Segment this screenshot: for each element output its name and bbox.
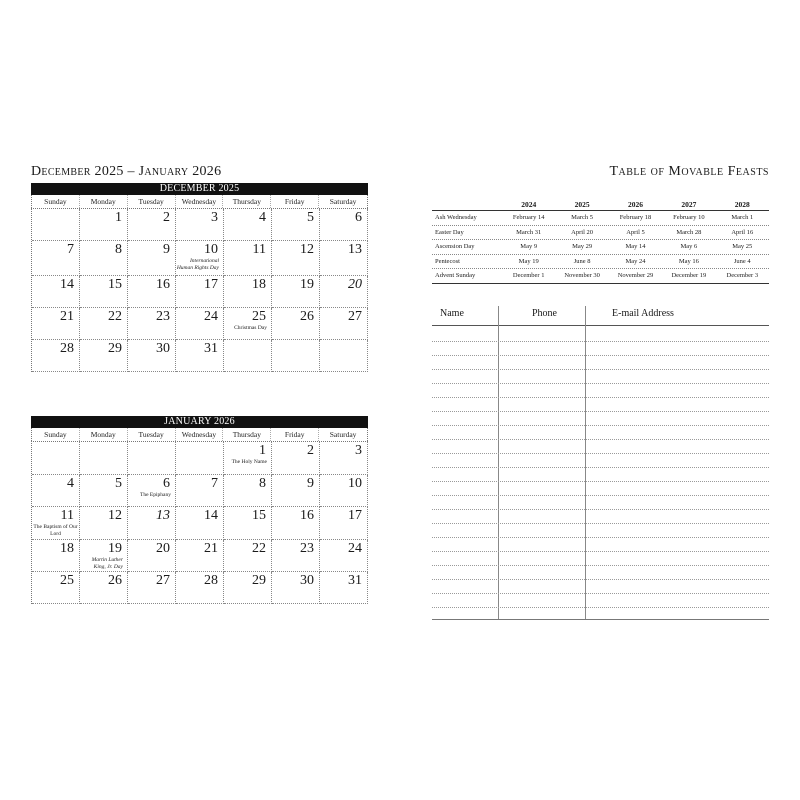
feast-date: February 14 (512, 214, 545, 221)
calendar-day-cell (272, 209, 320, 241)
writing-line (432, 397, 769, 398)
calendar-day-cell (272, 340, 320, 372)
column-divider (498, 306, 499, 620)
calendar-day-cell (32, 475, 80, 507)
day-number: 27 (156, 573, 170, 588)
page-title-left: December 2025 – January 2026 (31, 164, 222, 179)
day-number: 11 (60, 508, 74, 523)
feast-date: May 24 (625, 257, 646, 265)
calendar-day-cell (272, 241, 320, 276)
contacts-header-rule (432, 325, 769, 326)
day-number: 31 (204, 341, 218, 356)
calendar-day-cell (176, 540, 224, 572)
day-number: 23 (156, 309, 170, 324)
calendar-day-cell (32, 442, 80, 475)
day-number: 4 (67, 476, 74, 491)
feast-date: March 5 (571, 214, 594, 221)
feast-date: February 18 (619, 214, 652, 221)
feast-name: Ascension Day (435, 243, 475, 251)
writing-line (432, 369, 769, 370)
feast-date: June 8 (573, 257, 591, 265)
page-title-right: Table of Movable Feasts (609, 164, 769, 179)
feast-name: Ash Wednesday (435, 214, 477, 221)
weekday-label: Saturday (329, 430, 357, 439)
feast-row (432, 240, 769, 255)
day-number: 26 (300, 309, 314, 324)
feast-row (432, 211, 769, 226)
calendar-day-cell (320, 475, 368, 507)
calendar-day-cell (272, 475, 320, 507)
day-number: 1 (115, 210, 122, 225)
day-number: 14 (60, 277, 74, 292)
calendar-day-cell (176, 442, 224, 475)
day-number: 15 (108, 277, 122, 292)
weekday-label: Monday (80, 195, 128, 208)
weekday-label: Friday (271, 428, 319, 441)
day-number: 28 (204, 573, 218, 588)
calendar-day-cell (128, 540, 176, 572)
calendar-day-cell (176, 276, 224, 308)
writing-line (432, 383, 769, 384)
name-column-header: Name (440, 308, 464, 319)
calendar-day-cell (128, 241, 176, 276)
writing-line (432, 565, 769, 566)
calendar-day-cell (176, 209, 224, 241)
calendar-day-cell (320, 340, 368, 372)
calendar-day-cell (176, 507, 224, 540)
day-number: 12 (108, 508, 122, 523)
calendar-day-cell (272, 507, 320, 540)
weekday-label: Saturday (329, 197, 357, 206)
feast-date: April 5 (626, 228, 645, 236)
calendar-day-cell (224, 442, 272, 475)
day-number: 11 (252, 242, 266, 257)
day-number: 5 (307, 210, 314, 225)
day-number: 3 (355, 443, 362, 458)
day-number: 14 (204, 508, 218, 523)
feast-date: December 1 (512, 272, 545, 280)
day-number: 9 (307, 476, 314, 491)
writing-line (432, 607, 769, 608)
weekday-label: Sunday (32, 195, 80, 208)
calendar-day-cell (224, 276, 272, 308)
feast-row (432, 255, 769, 270)
feast-row (432, 226, 769, 241)
calendar-day-cell (272, 308, 320, 340)
day-number: 23 (300, 541, 314, 556)
holiday-note: The Holy Name (231, 459, 267, 465)
calendar-day-cell (176, 308, 224, 340)
feast-date: May 29 (572, 243, 593, 251)
weekday-label: Friday (271, 195, 319, 208)
writing-line (432, 481, 769, 482)
weekday-label: Tuesday (128, 195, 176, 208)
feast-date: May 9 (520, 243, 538, 251)
feast-date: May 16 (678, 257, 699, 265)
day-number: 17 (204, 277, 218, 292)
calendar-day-cell (320, 241, 368, 276)
year-header: 2025 (574, 200, 590, 209)
calendar-day-cell (80, 308, 128, 340)
calendar-day-cell (128, 442, 176, 475)
day-number: 5 (115, 476, 122, 491)
calendar-grid (31, 208, 368, 372)
weekday-header-row (31, 428, 368, 441)
writing-line (432, 579, 769, 580)
feast-date: March 1 (731, 214, 754, 221)
day-number: 30 (156, 341, 170, 356)
calendar-day-cell (32, 241, 80, 276)
calendar-day-cell (128, 572, 176, 604)
calendar-day-cell (32, 308, 80, 340)
day-number: 21 (204, 541, 218, 556)
year-header: 2024 (521, 200, 537, 209)
calendar-day-cell (176, 475, 224, 507)
day-number: 3 (211, 210, 218, 225)
calendar-day-cell (128, 276, 176, 308)
calendar-day-cell (320, 540, 368, 572)
feast-date: December 3 (726, 272, 759, 280)
feast-date: May 6 (680, 243, 698, 251)
day-number: 29 (108, 341, 122, 356)
day-number: 12 (300, 242, 314, 257)
calendar-month-title: DECEMBER 2025 (31, 183, 368, 195)
phone-column-header: Phone (532, 308, 557, 319)
calendar-day-cell (32, 507, 80, 540)
calendar-day-cell (272, 276, 320, 308)
weekday-label: Sunday (32, 428, 80, 441)
calendar-day-cell (80, 507, 128, 540)
calendar-day-cell (224, 209, 272, 241)
writing-line (432, 453, 769, 454)
calendar-day-cell (320, 572, 368, 604)
day-number: 22 (252, 541, 266, 556)
writing-line (432, 355, 769, 356)
calendar-day-cell (272, 572, 320, 604)
writing-line (432, 467, 769, 468)
day-number: 24 (204, 309, 218, 324)
day-number: 25 (252, 309, 266, 324)
calendar-december (31, 183, 368, 372)
day-number: 9 (163, 242, 170, 257)
calendar-day-cell (32, 572, 80, 604)
day-number: 2 (163, 210, 170, 225)
holiday-note: The Epiphany (139, 492, 171, 498)
calendar-day-cell (32, 276, 80, 308)
calendar-day-cell (80, 572, 128, 604)
day-number: 28 (60, 341, 74, 356)
weekday-label: Wednesday (176, 428, 224, 441)
day-number: 27 (348, 309, 362, 324)
day-number: 18 (252, 277, 266, 292)
writing-line (432, 523, 769, 524)
calendar-day-cell (320, 308, 368, 340)
day-number: 15 (252, 508, 266, 523)
calendar-day-cell (80, 340, 128, 372)
calendar-day-cell (224, 572, 272, 604)
calendar-month-title: JANUARY 2026 (31, 416, 368, 428)
day-number: 10 (204, 242, 218, 257)
year-header: 2027 (681, 200, 697, 209)
calendar-day-cell (32, 209, 80, 241)
day-number: 6 (163, 476, 170, 491)
writing-line (432, 411, 769, 412)
feast-date: November 30 (564, 272, 600, 280)
writing-line (432, 495, 769, 496)
weekday-label: Tuesday (128, 428, 176, 441)
day-number: 29 (252, 573, 266, 588)
day-number: 24 (348, 541, 362, 556)
feast-name: Easter Day (435, 228, 464, 236)
calendar-day-cell (272, 540, 320, 572)
day-number: 19 (300, 277, 314, 292)
writing-line (432, 425, 769, 426)
calendar-day-cell (80, 475, 128, 507)
calendar-day-cell (320, 507, 368, 540)
writing-line (432, 537, 769, 538)
feast-date: December 19 (671, 272, 707, 280)
feast-date: May 14 (625, 243, 646, 251)
writing-line (432, 439, 769, 440)
holiday-note: The Baptism of Our Lord (33, 524, 78, 537)
calendar-day-cell (320, 276, 368, 308)
day-number: 16 (156, 277, 170, 292)
weekday-label: Thursday (223, 428, 271, 441)
calendar-day-cell (320, 209, 368, 241)
day-number: 25 (60, 573, 74, 588)
day-number: 16 (300, 508, 314, 523)
day-number: 6 (355, 210, 362, 225)
calendar-day-cell (32, 340, 80, 372)
writing-line (432, 509, 769, 510)
day-number: 8 (115, 242, 122, 257)
calendar-day-cell (128, 340, 176, 372)
day-number: 10 (348, 476, 362, 491)
feast-date: November 29 (617, 272, 654, 280)
calendar-day-cell (176, 241, 224, 276)
feasts-rows (432, 211, 769, 284)
calendar-day-cell (128, 209, 176, 241)
feast-row (432, 269, 769, 284)
weekday-header-row (31, 195, 368, 208)
writing-line (432, 551, 769, 552)
calendar-day-cell (128, 308, 176, 340)
column-divider (585, 306, 586, 620)
feast-name: Pentecost (435, 257, 460, 265)
year-header-blank (432, 198, 502, 212)
year-header: 2028 (734, 200, 750, 209)
calendar-day-cell (224, 340, 272, 372)
calendar-day-cell (128, 507, 176, 540)
day-number: 20 (348, 277, 362, 292)
writing-line (432, 593, 769, 594)
holiday-note: Christmas Day (234, 325, 267, 331)
day-number: 8 (259, 476, 266, 491)
movable-feasts-table (432, 198, 769, 284)
feast-date: May 25 (732, 243, 753, 251)
holiday-note: Martin Luther King, Jr. Day (91, 557, 123, 570)
day-number: 13 (156, 508, 170, 523)
contacts-table (432, 306, 769, 620)
day-number: 1 (259, 443, 266, 458)
calendar-january (31, 416, 368, 604)
day-number: 21 (60, 309, 74, 324)
weekday-label: Monday (80, 428, 128, 441)
feast-date: February 10 (673, 214, 705, 221)
day-number: 30 (300, 573, 314, 588)
feast-date: March 31 (516, 228, 542, 236)
calendar-day-cell (128, 475, 176, 507)
weekday-label: Thursday (223, 195, 271, 208)
day-number: 7 (211, 476, 218, 491)
feast-name: Advent Sunday (435, 272, 476, 280)
calendar-day-cell (224, 475, 272, 507)
calendar-day-cell (320, 442, 368, 475)
day-number: 31 (348, 573, 362, 588)
calendar-day-cell (80, 241, 128, 276)
contacts-bottom-rule (432, 619, 769, 620)
day-number: 13 (348, 242, 362, 257)
holiday-note: International Human Rights Day (176, 258, 219, 271)
day-number: 7 (67, 242, 74, 257)
calendar-day-cell (224, 540, 272, 572)
calendar-day-cell (224, 241, 272, 276)
calendar-day-cell (224, 308, 272, 340)
calendar-day-cell (176, 572, 224, 604)
day-number: 26 (108, 573, 122, 588)
writing-line (432, 341, 769, 342)
weekday-label: Wednesday (176, 195, 224, 208)
day-number: 19 (108, 541, 122, 556)
calendar-day-cell (80, 276, 128, 308)
day-number: 2 (307, 443, 314, 458)
day-number: 4 (259, 210, 266, 225)
calendar-day-cell (272, 442, 320, 475)
day-number: 22 (108, 309, 122, 324)
calendar-grid (31, 441, 368, 604)
calendar-day-cell (176, 340, 224, 372)
day-number: 17 (348, 508, 362, 523)
calendar-day-cell (80, 540, 128, 572)
calendar-day-cell (80, 442, 128, 475)
calendar-day-cell (80, 209, 128, 241)
feast-date: April 20 (571, 228, 594, 236)
feast-date: April 16 (731, 228, 754, 236)
feasts-year-header (432, 198, 769, 211)
day-number: 20 (156, 541, 170, 556)
feast-date: June 4 (733, 257, 751, 265)
calendar-day-cell (224, 507, 272, 540)
calendar-day-cell (32, 540, 80, 572)
feast-date: March 28 (676, 228, 702, 236)
email-column-header: E-mail Address (612, 308, 674, 319)
year-header: 2026 (627, 200, 643, 209)
feast-date: May 19 (518, 257, 539, 265)
day-number: 18 (60, 541, 74, 556)
